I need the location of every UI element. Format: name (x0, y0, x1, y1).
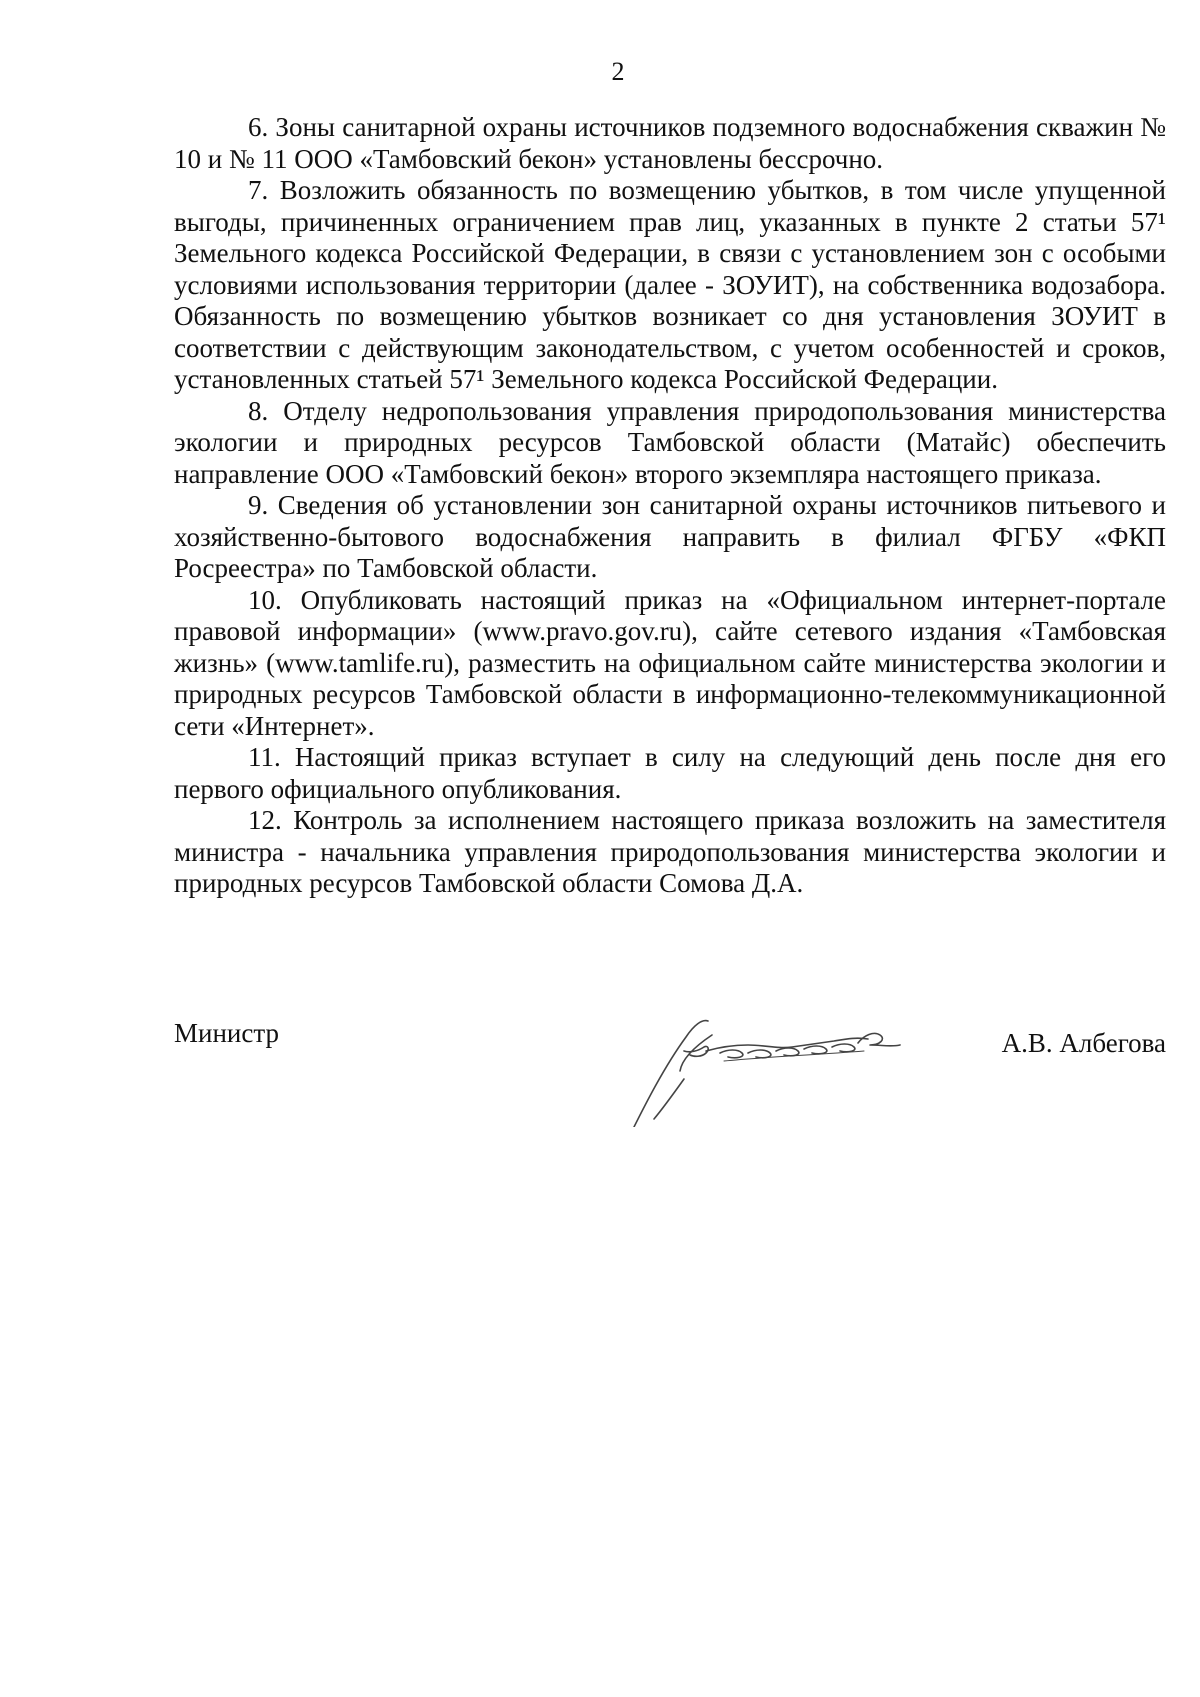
paragraph-11: 11. Настоящий приказ вступает в силу на следующий день после дня его первого официального опубликования. (174, 742, 1166, 804)
paragraph-10: 10. Опубликовать настоящий приказ на «Официальном интернет-портале правовой информации» (www.pravo.gov.ru), сайте сетевого издания «Тамбовская жизнь» (www.tamlife.ru), разместить на официальном сайте министерства экологии и природных ресурсов Тамбовской области в информационно-телекоммуникационной сети «Интернет». (174, 584, 1166, 741)
document-body (174, 112, 1166, 900)
paragraph-8: 8. Отделу недропользования управления природопользования министерства экологии и природных ресурсов Тамбовской области (Матайс) обеспечить направление ООО «Тамбовский бекон» второго экземпляра настоящего приказа. (174, 395, 1166, 489)
signatory-name: А.В. Албегова (1001, 1028, 1166, 1058)
paragraph-9: 9. Сведения об установлении зон санитарной охраны источников питьевого и хозяйственно-бытового водоснабжения направить в филиал ФГБУ «ФКП Росреестра» по Тамбовской области. (174, 490, 1166, 583)
paragraph-7: 7. Возложить обязанность по возмещению убытков, в том числе упущенной выгоды, причиненных ограничением прав лиц, указанных в пункте 2 статьи 57¹ Земельного кодекса Российской Федерации, в связи с установлением зон с особыми условиями использования территории (далее - ЗОУИТ), на собственника водозабора. Обязанность по возмещению убытков возникает со дня установления ЗОУИТ в соответствии с действующим законодательством, с учетом особенностей и сроков, установленных статьей 57¹ Земельного кодекса Российской Федерации. (174, 175, 1166, 394)
paragraph-12: 12. Контроль за исполнением настоящего приказа возложить на заместителя министра - начальника управления природопользования министерства экологии и природных ресурсов Тамбовской области Сомова Д.А. (174, 805, 1166, 898)
page-number: 2 (611, 57, 625, 86)
paragraph-6: 6. Зоны санитарной охраны источников подземного водоснабжения скважин № 10 и № 11 ООО «Тамбовский бекон» установлены бессрочно. (174, 112, 1166, 174)
signature-block (174, 1017, 1166, 1117)
handwritten-signature (624, 1007, 914, 1127)
signatory-title: Министр (174, 1018, 279, 1048)
